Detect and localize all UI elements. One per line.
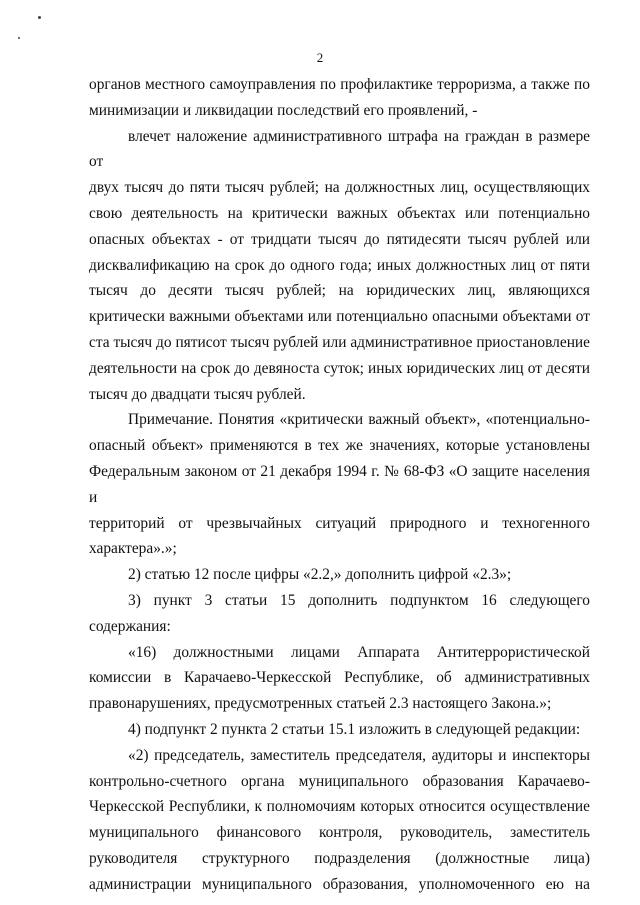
- text-line: опасный объект» применяются в тех же значениях, которые установлены: [89, 437, 590, 455]
- text-line: дисквалификацию на срок до одного года; иных должностных лиц от пяти: [89, 256, 590, 274]
- text-line: критически важными объектами или потенциально опасными объектами от: [89, 308, 590, 326]
- document-body: [89, 72, 590, 898]
- text-line: деятельности на срок до девяноста суток; иных юридических лиц от десяти: [89, 359, 590, 377]
- text-line: «16) должностными лицами Аппарата Антитеррористической: [128, 643, 590, 661]
- page-number: 2: [316, 50, 324, 65]
- scan-speck: [38, 16, 41, 19]
- text-line: Федеральным законом от 21 декабря 1994 г. № 68-ФЗ «О защите населения и: [89, 462, 590, 506]
- text-line: 2) статью 12 после цифры «2.2,» дополнить цифрой «2.3»;: [128, 566, 512, 584]
- text-line: двух тысяч до пяти тысяч рублей; на должностных лиц, осуществляющих: [89, 179, 590, 197]
- text-line: правонарушениях, предусмотренных статьей 2.3 настоящего Закона.»;: [89, 695, 552, 713]
- text-line: влечет наложение административного штрафа на граждан в размере от: [89, 127, 590, 171]
- text-line: тысяч до двадцати тысяч рублей.: [89, 385, 306, 403]
- text-line: 4) подпункт 2 пункта 2 статьи 15.1 изложить в следующей редакции:: [128, 720, 581, 738]
- text-line: опасных объектах - от тридцати тысяч до пятидесяти тысяч рублей или: [89, 230, 590, 248]
- text-line: администрации муниципального образования, уполномоченного ею на: [89, 875, 590, 893]
- text-line: характера».»;: [89, 540, 177, 558]
- text-line: ста тысяч до пятисот тысяч рублей или административное приостановление: [89, 333, 590, 351]
- text-line: тысяч до десяти тысяч рублей; на юридических лиц, являющихся: [89, 282, 590, 300]
- scan-speck: [18, 37, 20, 39]
- text-line: органов местного самоуправления по профилактике терроризма, а также по: [89, 76, 590, 93]
- text-line: содержания:: [89, 617, 171, 635]
- text-line: «2) председатель, заместитель председателя, аудиторы и инспекторы: [128, 746, 590, 764]
- text-line: Примечание. Понятия «критически важный объект», «потенциально-: [128, 411, 590, 429]
- text-line: руководителя структурного подразделения (должностные лица): [89, 849, 590, 867]
- text-line: свою деятельность на критически важных объектах или потенциально: [89, 204, 590, 222]
- text-line: 3) пункт 3 статьи 15 дополнить подпунктом 16 следующего: [128, 591, 590, 609]
- text-line: территорий от чрезвычайных ситуаций природного и техногенного: [89, 514, 590, 532]
- text-line: минимизации и ликвидации последствий его проявлений, -: [89, 101, 478, 119]
- text-line: контрольно-счетного органа муниципального образования Карачаево-: [89, 772, 590, 790]
- text-line: муниципального финансового контроля, руководитель, заместитель: [89, 824, 590, 842]
- text-line: комиссии в Карачаево-Черкесской Республике, об административных: [89, 669, 590, 687]
- text-line: Черкесской Республики, к полномочиям которых относится осуществление: [89, 798, 590, 816]
